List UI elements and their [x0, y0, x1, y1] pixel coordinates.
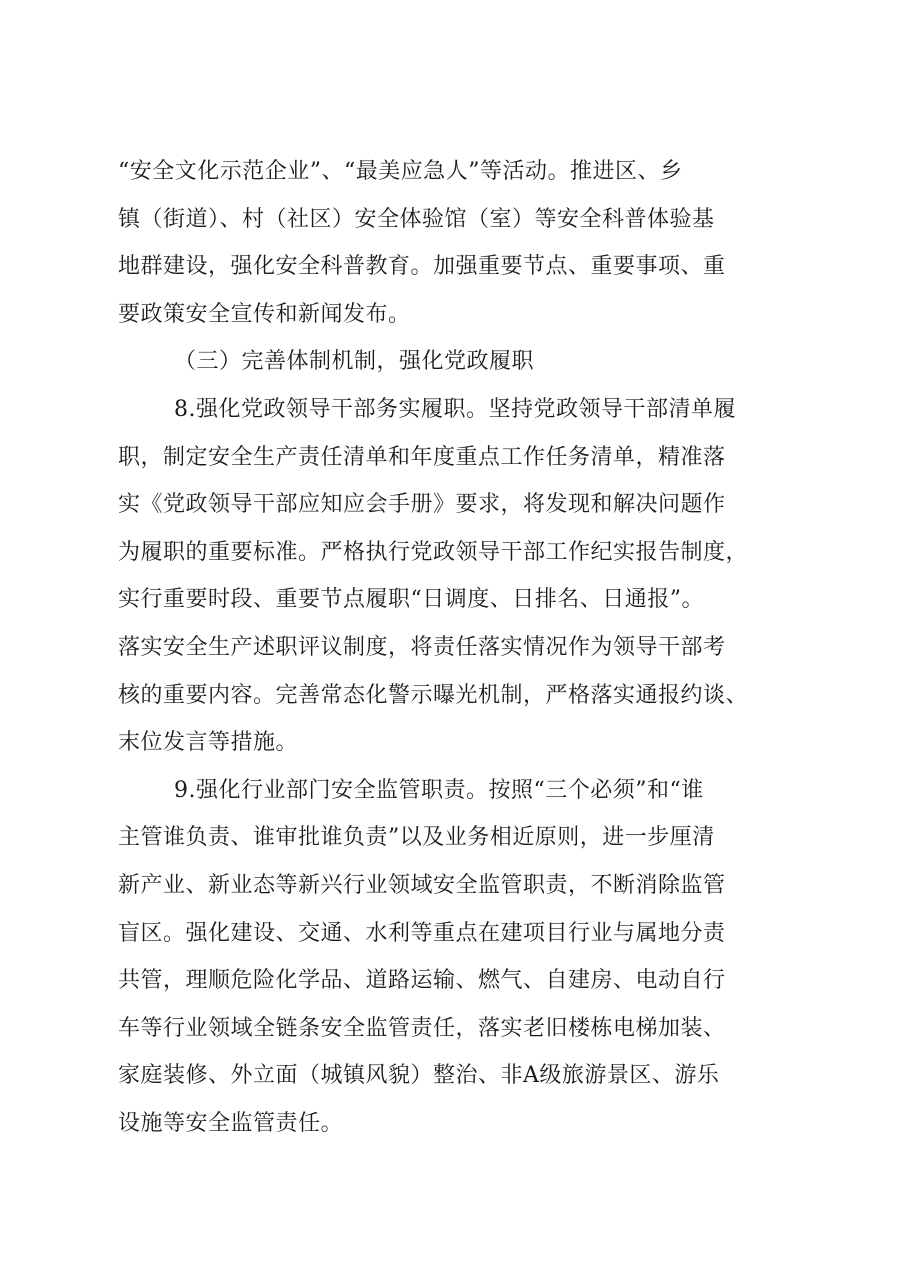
paragraph-line: 盲区。强化建设、交通、水利等重点在建项目行业与属地分责	[118, 920, 726, 946]
paragraph-line: 实《党政领导干部应知应会手册》要求，将发现和解决问题作	[118, 492, 726, 518]
paragraph-line: 共管，理顺危险化学品、道路运输、燃气、自建房、电动自行	[118, 968, 726, 994]
paragraph-line: 要政策安全宣传和新闻发布。	[118, 301, 411, 327]
paragraph-line: 主管谁负责、谁审批谁负责”以及业务相近原则，进一步厘清	[118, 825, 715, 851]
paragraph-line: 车等行业领域全链条安全监管责任，落实老旧楼栋电梯加装、	[118, 1015, 726, 1041]
paragraph-line: 地群建设，强化安全科普教育。加强重要节点、重要事项、重	[118, 254, 726, 280]
paragraph-line: 9.强化行业部门安全监管职责。按照“三个必须”和“谁	[174, 777, 704, 803]
paragraph-line: 实行重要时段、重要节点履职“日调度、日排名、日通报”。	[118, 587, 704, 613]
document-body	[118, 148, 818, 1147]
paragraph-line: 为履职的重要标准。严格执行党政领导干部工作纪实报告制度，	[118, 539, 749, 565]
paragraph-line: 新产业、新业态等新兴行业领域安全监管职责，不断消除监管	[118, 872, 726, 898]
section-heading: （三）完善体制机制，强化党政履职	[174, 349, 535, 375]
paragraph-line: 8.强化党政领导干部务实履职。坚持党政领导干部清单履	[174, 396, 736, 422]
paragraph-line: 镇（街道）、村（社区）安全体验馆（室）等安全科普体验基	[118, 206, 715, 232]
paragraph-line: “安全文化示范企业”、“最美应急人”等活动。推进区、乡	[118, 159, 683, 184]
paragraph-line: 核的重要内容。完善常态化警示曝光机制，严格落实通报约谈、	[118, 682, 749, 708]
paragraph-line: 家庭装修、外立面（城镇风貌）整治、非A级旅游景区、游乐	[118, 1063, 720, 1089]
paragraph-line: 职，制定安全生产责任清单和年度重点工作任务清单，精准落	[118, 444, 726, 470]
paragraph-line: 末位发言等措施。	[118, 730, 299, 756]
paragraph-line: 落实安全生产述职评议制度，将责任落实情况作为领导干部考	[118, 634, 726, 660]
paragraph-line: 设施等安全监管责任。	[118, 1110, 344, 1136]
